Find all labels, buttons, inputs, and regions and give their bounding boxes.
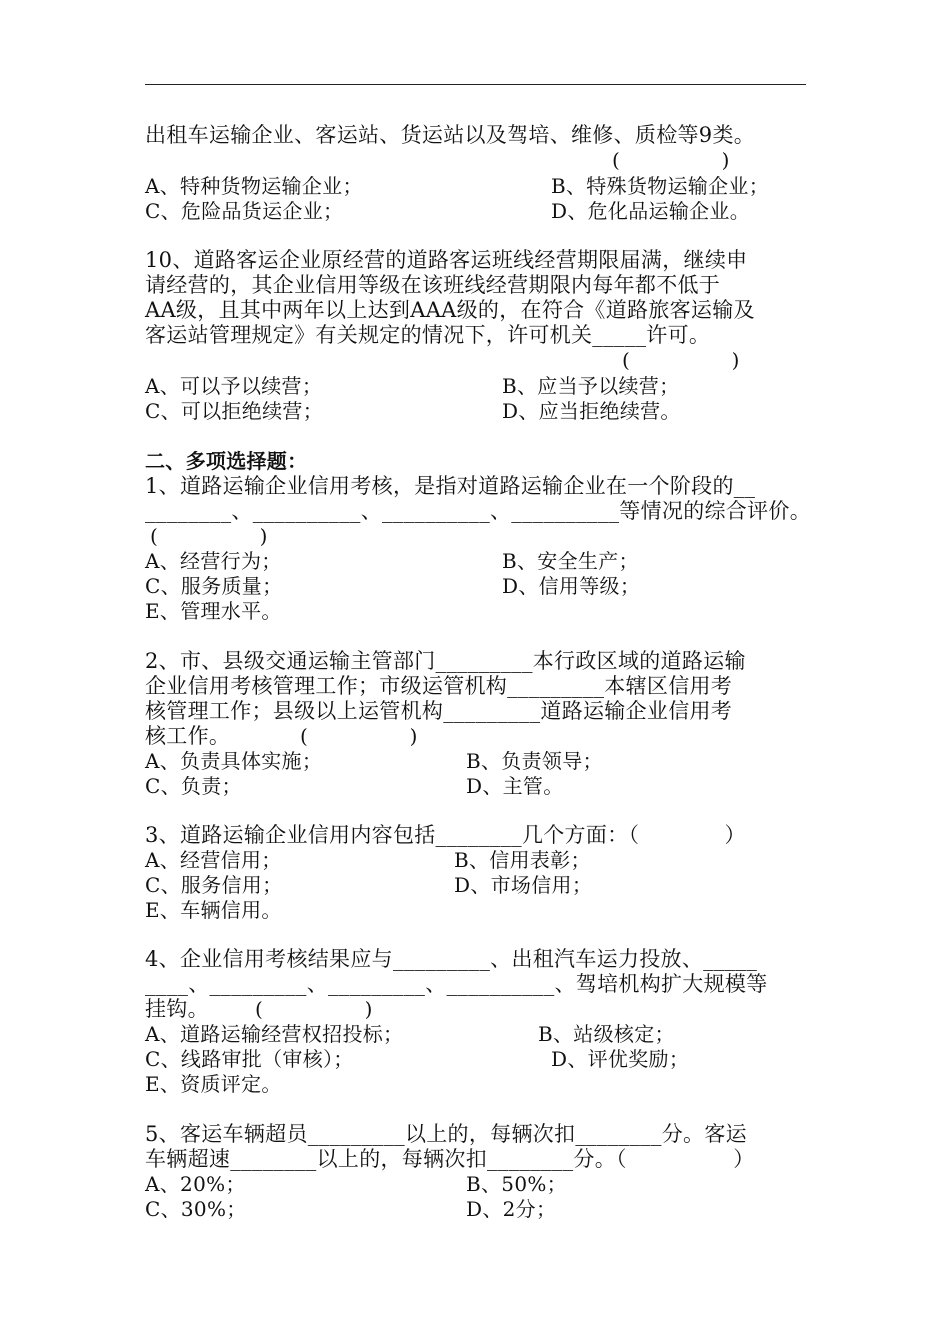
m5-option-c: C、30%；	[145, 1197, 247, 1221]
m5-line-2: 车辆超速________以上的，每辆次扣________分。（ ）	[145, 1147, 755, 1171]
q10-answer-paren: ( )	[622, 348, 740, 372]
m4-line-2: ____、_________、_________、__________、驾培机构扩大规模等	[145, 972, 768, 996]
m1-option-c: C、服务质量；	[145, 574, 283, 598]
q9-option-d: D、危化品运输企业。	[551, 199, 751, 223]
m4-line-3: 挂钩。	[145, 997, 209, 1021]
header-rule	[145, 84, 806, 85]
q9-option-c: C、危险品货运企业；	[145, 199, 344, 223]
q10-option-c: C、可以拒绝续营；	[145, 399, 324, 423]
m3-line-1: 3、道路运输企业信用内容包括________几个方面：（ ）	[145, 823, 746, 847]
m3-option-e: E、车辆信用。	[145, 898, 282, 922]
m3-option-a: A、经营信用；	[145, 848, 282, 872]
m4-option-b: B、站级核定；	[538, 1022, 675, 1046]
m4-answer-paren: ( )	[255, 997, 373, 1021]
q9-option-b: B、特殊货物运输企业；	[551, 174, 769, 198]
m3-option-c: C、服务信用；	[145, 873, 283, 897]
m1-option-d: D、信用等级；	[502, 574, 641, 598]
m1-option-e: E、管理水平。	[145, 599, 282, 623]
m5-option-b: B、50%；	[466, 1172, 567, 1196]
m4-option-d: D、评优奖励；	[551, 1047, 690, 1071]
m2-line-2: 企业信用考核管理工作；市级运管机构_________本辖区信用考	[145, 674, 733, 698]
q10-option-d: D、应当拒绝续营。	[502, 399, 681, 423]
m5-option-d: D、2分；	[466, 1197, 557, 1221]
m2-line-3: 核管理工作；县级以上运管机构_________道路运输企业信用考	[145, 699, 733, 723]
q9-option-a: A、特种货物运输企业；	[145, 174, 363, 198]
m2-line-1: 2、市、县级交通运输主管部门_________本行政区域的道路运输	[145, 649, 746, 673]
q10-option-b: B、应当予以续营；	[502, 374, 680, 398]
m2-answer-paren: ( )	[300, 724, 418, 748]
q10-line-2: 请经营的，其企业信用等级在该班线经营期限内每年都不低于	[145, 273, 721, 297]
m4-option-a: A、道路运输经营权招投标；	[145, 1022, 404, 1046]
q10-line-3: AA级，且其中两年以上达到AAA级的，在符合《道路旅客运输及	[145, 298, 755, 322]
q9-answer-paren: ( )	[612, 148, 730, 172]
m1-option-a: A、经营行为；	[145, 549, 282, 573]
q10-line-4: 客运站管理规定》有关规定的情况下，许可机关_____许可。	[145, 323, 711, 347]
m5-option-a: A、20%；	[145, 1172, 246, 1196]
m4-option-c: C、线路审批（审核）；	[145, 1047, 354, 1071]
q9-text: 出租车运输企业、客运站、货运站以及驾培、维修、质检等9类。	[145, 123, 756, 147]
section-heading: 二、多项选择题：	[145, 449, 308, 473]
m4-option-e: E、资质评定。	[145, 1072, 282, 1096]
m4-line-1: 4、企业信用考核结果应与_________、出租汽车运力投放、_____	[145, 947, 758, 971]
m2-option-a: A、负责具体实施；	[145, 749, 323, 773]
m1-line-2: ________、__________、__________、__________等情况的综合评价。	[145, 499, 811, 523]
m2-option-d: D、主管。	[466, 774, 564, 798]
q10-option-a: A、可以予以续营；	[145, 374, 323, 398]
m3-option-d: D、市场信用；	[454, 873, 593, 897]
m2-line-4: 核工作。	[145, 724, 231, 748]
m3-option-b: B、信用表彰；	[454, 848, 591, 872]
m2-option-c: C、负责；	[145, 774, 242, 798]
m1-answer-paren: ( )	[150, 524, 268, 548]
q10-line-1: 10、道路客运企业原经营的道路客运班线经营期限届满，继续申	[145, 248, 748, 272]
m2-option-b: B、负责领导；	[466, 749, 603, 773]
m5-line-1: 5、客运车辆超员_________以上的，每辆次扣________分。客运	[145, 1122, 747, 1146]
m1-option-b: B、安全生产；	[502, 549, 639, 573]
m1-line-1: 1、道路运输企业信用考核，是指对道路运输企业在一个阶段的__	[145, 474, 756, 498]
